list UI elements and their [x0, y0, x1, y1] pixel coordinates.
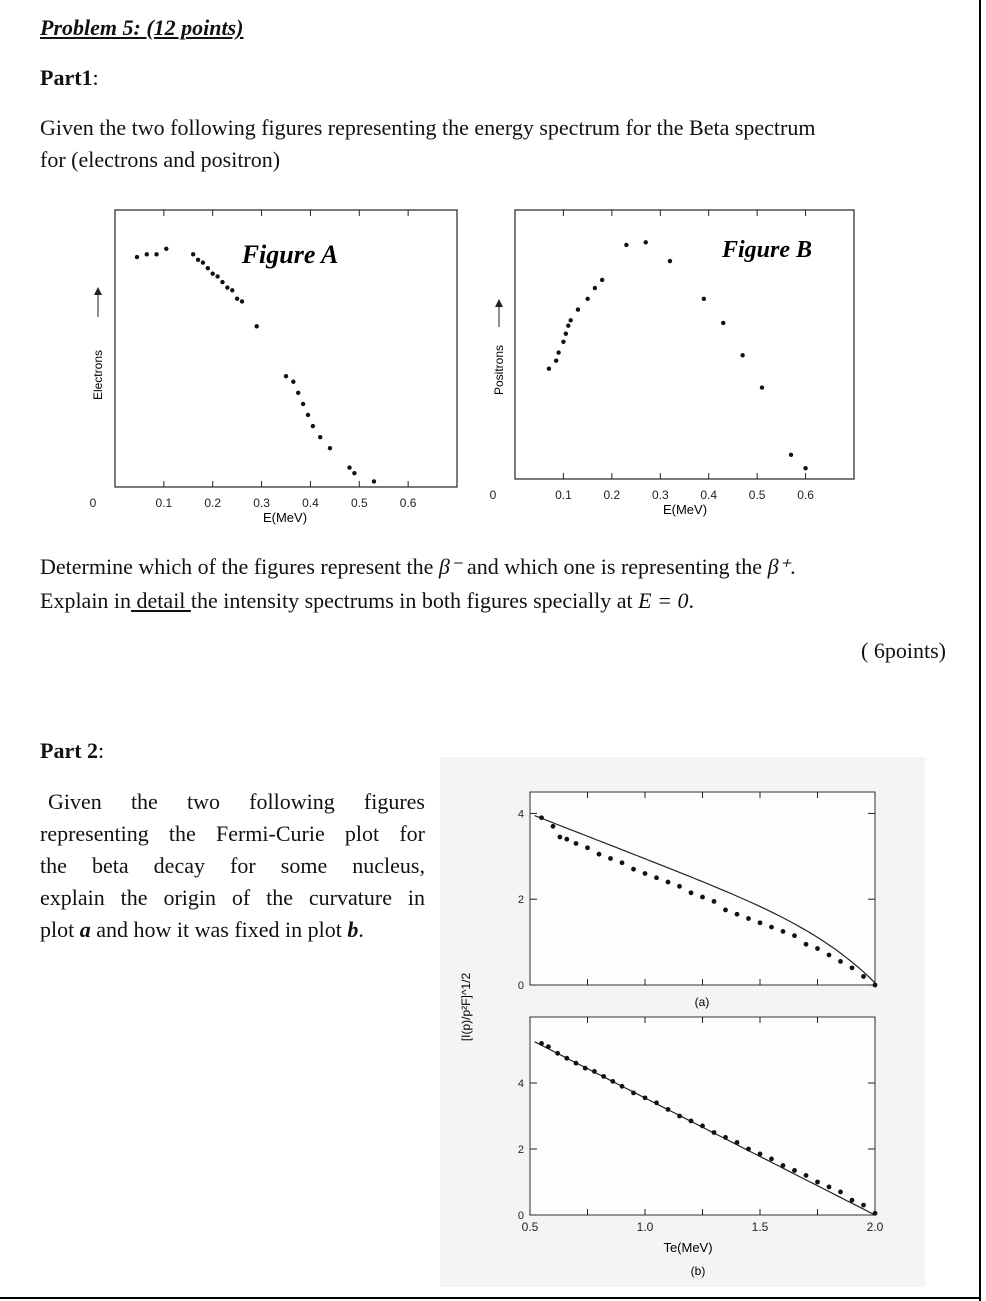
figure-b-xtick-label: 0: [489, 488, 497, 502]
part2-line2: representing the Fermi-Curie plot for: [40, 821, 425, 846]
figure-b-xlabel: E(MeV): [662, 502, 708, 517]
panel-b-data-point: [631, 1091, 636, 1096]
panel-b-ytick-label: 2: [517, 1144, 524, 1156]
panel-a-data-point: [597, 852, 602, 857]
figure-a-ylabel: Electrons: [91, 350, 105, 401]
figure-b-data-point: [556, 350, 560, 354]
figure-a-data-point: [347, 465, 351, 469]
fermi-kurie-figure: [440, 757, 925, 1287]
figure-b-data-point: [593, 286, 597, 290]
part1-question-line1: [40, 551, 796, 583]
question2-underlined: detail: [131, 588, 191, 613]
figure-a-data-point: [215, 274, 219, 278]
panel-b-data-point: [592, 1069, 597, 1074]
panel-a-data-point: [551, 824, 556, 829]
panel-b-data-point: [574, 1061, 579, 1066]
panel-b-data-point: [827, 1185, 832, 1190]
panel-b-data-point: [564, 1056, 569, 1061]
panel-b-data-point: [735, 1140, 740, 1145]
figure-a-data-point: [372, 479, 376, 483]
figure-b-yarrow-head: [495, 299, 503, 307]
panel-b-data-point: [873, 1211, 878, 1216]
page-border-right: [979, 0, 981, 1301]
question2-text-a: Explain in: [40, 588, 132, 613]
panel-b-xtick-label: 1.5: [751, 1220, 769, 1234]
panel-a-data-point: [850, 965, 855, 970]
panel-a-data-point: [689, 890, 694, 895]
panel-a-data-point: [769, 925, 774, 930]
panel-a-data-point: [564, 837, 569, 842]
panel-b-ytick-label: 0: [517, 1210, 524, 1222]
figure-a: [80, 195, 475, 530]
part2-line5-c: .: [358, 917, 364, 942]
panel-b-data-point: [610, 1079, 615, 1084]
panel-b-xtick-label: 0.5: [521, 1220, 539, 1234]
figure-a-data-point: [230, 288, 234, 292]
panel-b-data-point: [700, 1124, 705, 1129]
question-text-a: Determine which of the figures represent the: [40, 554, 439, 579]
beta-minus-symbol: β⁻: [438, 554, 462, 579]
figure-a-data-point: [235, 296, 239, 300]
figure-a-xtick-label: 0.2: [204, 496, 222, 510]
figure-a-xtick-label: 0.4: [302, 496, 319, 510]
figure-b-data-point: [803, 466, 807, 470]
part1-label-text: Part1: [40, 65, 93, 90]
figure-b-data-point: [668, 259, 672, 263]
panel-b-data-point: [677, 1114, 682, 1119]
part2-line3: the beta decay for some nucleus,: [40, 853, 425, 878]
panel-a-data-point: [654, 875, 659, 880]
panel-a-data-point: [746, 916, 751, 921]
panel-a-data-point: [712, 899, 717, 904]
figure-b-data-point: [644, 240, 648, 244]
figure-a-data-point: [201, 260, 205, 264]
panel-a-data-point: [723, 908, 728, 913]
panel-b-data-point: [850, 1198, 855, 1203]
figure-a-data-point: [225, 285, 229, 289]
figure-b-xtick-label: 0.4: [700, 488, 718, 502]
figure-a-xlabel: E(MeV): [262, 510, 308, 525]
part1-colon: :: [92, 65, 99, 90]
part2-line5-a: plot: [40, 917, 80, 942]
figure-b-data-point: [624, 243, 628, 247]
figure-b-data-point: [547, 367, 551, 371]
panel-a-data-point: [643, 871, 648, 876]
figure-b-title: Figure B: [721, 237, 813, 263]
figure-a-data-point: [240, 299, 244, 303]
panel-b-data-point: [746, 1147, 751, 1152]
part1-label: [40, 62, 99, 94]
page-border-bottom: [0, 1297, 981, 1299]
panel-a-data-point: [804, 942, 809, 947]
panel-a-data-point: [827, 953, 832, 958]
panel-b-data-point: [712, 1130, 717, 1135]
figure-a-data-point: [306, 413, 310, 417]
figure-a-data-point: [311, 424, 315, 428]
figure-a-data-point: [318, 435, 322, 439]
figure-b-data-point: [600, 278, 604, 282]
panel-a-ytick-label: 0: [517, 980, 524, 992]
figure-b-xtick-label: 0.6: [797, 488, 814, 502]
panel-a-data-point: [735, 912, 740, 917]
panel-b-label: (b): [690, 1264, 706, 1278]
panel-b-data-point: [769, 1157, 774, 1162]
figure-a-data-point: [154, 252, 158, 256]
figure-a-data-point: [328, 446, 332, 450]
part1-points: ( 6points): [861, 638, 946, 663]
panel-b-frame: [530, 1017, 875, 1215]
panel-a-ytick-label: 2: [517, 894, 524, 907]
figure-b-points: [547, 240, 808, 470]
figure-b-xtick-label: 0.2: [603, 488, 621, 502]
beta-plus-symbol: β⁺: [767, 554, 791, 579]
panel-a-data-point: [815, 946, 820, 951]
figure-b-xtick-label: 0.1: [555, 488, 572, 502]
question2-period: .: [688, 588, 694, 613]
figure-b-data-point: [740, 353, 744, 357]
figure-a-xtick-label: 0.1: [155, 496, 173, 510]
panel-a-data-point: [539, 815, 544, 820]
panel-b-data-point: [620, 1084, 625, 1089]
part1-intro-line1: Given the two following figures representing the energy spectrum for the Beta spectrum: [40, 115, 816, 140]
figure-b-data-point: [789, 453, 793, 457]
panel-a-data-point: [873, 983, 878, 988]
panel-b-xtick-label: 2.0: [866, 1220, 884, 1234]
figure-b-data-point: [554, 358, 558, 362]
panel-a-data-point: [558, 835, 563, 840]
figure-a-yarrow-head: [94, 287, 102, 295]
panel-b-data-point: [555, 1051, 560, 1056]
figure-a-xtick-label: 0.5: [350, 496, 368, 510]
panel-b-data-point: [838, 1190, 843, 1195]
panel-b-xlabel: Te(MeV): [663, 1240, 713, 1255]
figure-b-data-point: [568, 318, 572, 322]
panel-b-data-point: [861, 1203, 866, 1208]
figure-b-ylabel: Positrons: [492, 344, 506, 395]
panel-b-data-point: [539, 1041, 544, 1046]
panel-a-data-point: [781, 929, 786, 934]
panel-b-data-point: [804, 1173, 809, 1178]
figure-a-data-point: [291, 380, 295, 384]
figure-a-data-point: [164, 247, 168, 251]
panel-a-label: (a): [694, 995, 710, 1009]
figure-a-data-point: [196, 258, 200, 262]
figure-b-xtick-label: 0.3: [651, 488, 669, 502]
panel-b-data-point: [666, 1107, 671, 1112]
question-text-b: and which one is representing the: [461, 554, 768, 579]
panel-b-data-point: [583, 1066, 588, 1071]
panel-a-data-point: [700, 895, 705, 900]
part2-label-text: Part 2: [40, 738, 99, 763]
part2-line1: Given the two following figures: [48, 789, 425, 814]
figure-a-data-point: [145, 252, 149, 256]
figure-a-data-point: [191, 252, 195, 256]
figure-a-xtick-label: 0: [89, 496, 97, 510]
figure-b-data-point: [702, 297, 706, 301]
figure-a-points: [135, 247, 376, 484]
plot-b-label: b: [347, 917, 359, 942]
figure-b-data-point: [576, 307, 580, 311]
panel-a-data-point: [608, 856, 613, 861]
panel-a-data-point: [666, 880, 671, 885]
fermi-kurie-ylabel: [I(p)/p²F]^1/2: [459, 972, 473, 1042]
plot-a-label: a: [79, 917, 91, 942]
panel-b-data-point: [654, 1100, 659, 1105]
panel-b-ytick-label: 4: [517, 1078, 524, 1090]
part2-label: [40, 735, 104, 767]
panel-a-data-point: [838, 959, 843, 964]
figure-b: [485, 195, 880, 530]
panel-a-data-point: [677, 884, 682, 889]
figure-a-data-point: [284, 374, 288, 378]
figure-b-data-point: [566, 323, 570, 327]
figure-a-title: Figure A: [241, 240, 339, 269]
question2-text-b: the intensity spectrums in both figures specially at: [190, 588, 639, 613]
panel-b-data-point: [689, 1119, 694, 1124]
part2-line5-b: and how it was fixed in plot: [90, 917, 348, 942]
part2-colon: :: [98, 738, 105, 763]
figure-b-data-point: [760, 385, 764, 389]
panel-b-data-point: [643, 1095, 648, 1100]
part1-intro-line2: for (electrons and positron): [40, 147, 281, 172]
figure-a-xtick-label: 0.3: [253, 496, 270, 510]
panel-a-data-point: [620, 860, 625, 865]
panel-b-data-point: [758, 1152, 763, 1157]
panel-b-data-point: [792, 1168, 797, 1173]
figure-a-data-point: [352, 471, 356, 475]
figure-b-data-point: [721, 321, 725, 325]
panel-a-data-point: [861, 974, 866, 979]
panel-b-data-point: [781, 1163, 786, 1168]
figure-b-data-point: [585, 297, 589, 301]
panel-a-ytick-label: 4: [517, 808, 524, 821]
figure-a-xtick-label: 0.6: [399, 496, 417, 510]
part2-paragraph: [40, 786, 425, 946]
panel-a-data-point: [792, 933, 797, 938]
panel-a-frame: [530, 792, 875, 985]
figure-a-data-point: [211, 272, 215, 276]
panel-a-data-point: [631, 867, 636, 872]
figure-a-data-point: [220, 280, 224, 284]
figure-b-xtick-label: 0.5: [748, 488, 766, 502]
figure-a-data-point: [296, 391, 300, 395]
figure-a-data-point: [301, 402, 305, 406]
part2-line5: [40, 914, 425, 946]
panel-a-data-point: [758, 920, 763, 925]
part2-line4: explain the origin of the curvature in: [40, 885, 425, 910]
panel-b-data-point: [815, 1180, 820, 1185]
figure-a-data-point: [206, 266, 210, 270]
panel-b-data-point: [601, 1074, 606, 1079]
panel-a-data-point: [574, 841, 579, 846]
problem-title: Problem 5: (12 points): [40, 15, 244, 40]
question-period: .: [790, 554, 796, 579]
energy-zero: E = 0: [638, 588, 689, 613]
figure-b-data-point: [561, 340, 565, 344]
panel-a-data-point: [585, 845, 590, 850]
panel-b-data-point: [723, 1135, 728, 1140]
figure-a-data-point: [254, 324, 258, 328]
panel-b-data-point: [546, 1044, 551, 1049]
figure-a-data-point: [135, 255, 139, 259]
panel-b-xtick-label: 1.0: [636, 1220, 654, 1234]
figure-b-data-point: [564, 332, 568, 336]
part1-question-line2: [40, 585, 694, 617]
